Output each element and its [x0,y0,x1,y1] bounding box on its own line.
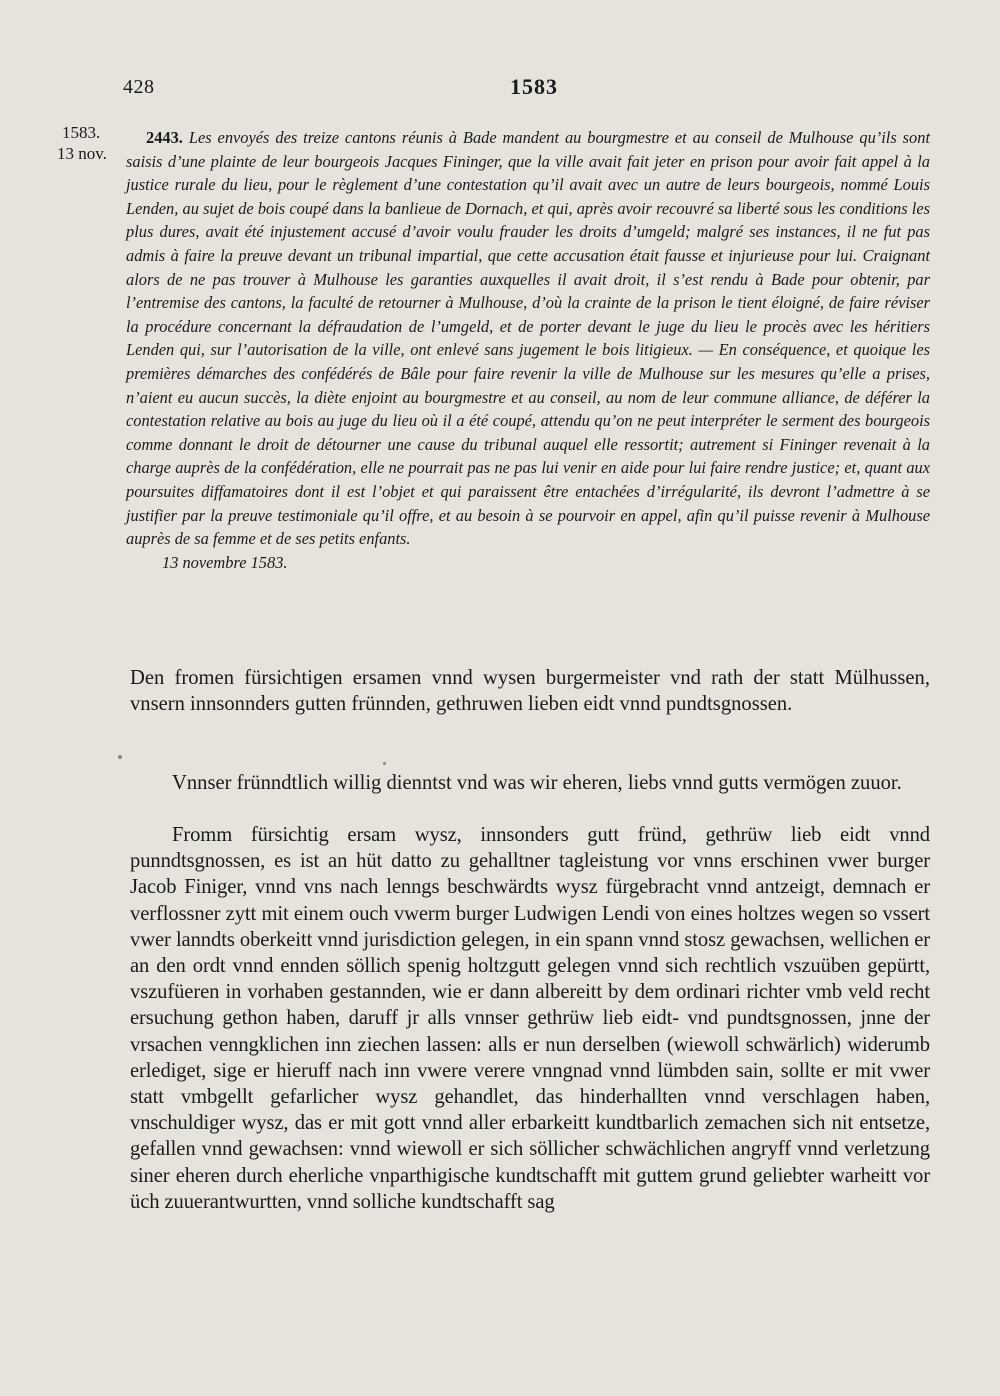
margin-date-year: 1583. [62,123,101,142]
letter-address: Den fromen fürsichtigen ersamen vnnd wysen burgermeister vnd rath der statt Mülhussen, vnsern innsonnders gutten frünnden, gethruwen lieben eidt vnnd pundtsgnossen. [130,667,930,715]
entry-number: 2443. [146,128,183,147]
letter-body: Fromm fürsichtig ersam wysz, innsonders gutt fründ, gethrüw lieb eidt vnnd punndtsgnossen, es ist an hüt datto zu gehalltner tagleistung vor vnns erschinen vwer burger Jacob Finiger, vnnd vns nach lenngs beschwärdts wysz fürgebracht vnnd antzeigt, demnach er verflossner zytt mit einem ouch vwerm burger Ludwigen Lendi von eines holtzes wegen so vssert vwer lanndts oberkeitt vnnd jurisdiction gelegen, in ein spann vnnd stosz gewachsen, wellichen er an den ordt vnnd ennden söllich spenig holtzgutt gelegen vnnd sich rechtlich vszuüben gepürtt, vszufüeren in vorhaben gestannden, wie er dann albereitt by dem ordinari richter vmb veld recht ersuchung gethon haben, daruff jr alls vnnser gethrüw lieb eidt- vnd pundtsgnossen, jnne der vrsachen venngklichen inn ziechen lassen: alls er nun derselben (wiewoll schwärlich) widerumb erlediget, sige er hieruff nach inn vwere verere vnngnad vnnd lümbden sain, sollte er mit vwer statt vmbgellt gefarlicher wysz gehandlet, das hinderhallten vnnd verschlagen haben, vnschuldiger wysz, das er mit gott vnnd aller erbarkeitt kundtbarlich zemachen sich nit entsetze, gefallen vnnd gewachsen: vnnd wiewoll er sich söllicher schwächlichen angryff vnnd verletzung siner eheren durch eherliche vnparthigische kundtschafft mit guttem grund geliebter warheitt vor üch zuuerantwurtten, vnnd solliche kundtschafft sag [130,824,930,1213]
summary-date: 13 novembre 1583. [162,552,288,572]
paper-speck [118,755,122,759]
paper-speck [383,762,386,765]
letter-greeting: Vnnser frünndtlich willig dienntst vnd was wir eheren, liebs vnnd gutts vermögen zuuor. [172,772,902,794]
french-summary [126,126,930,574]
margin-date-day: 13 nov. [57,144,107,163]
summary-text: Les envoyés des treize cantons réunis à Bade mandent au bourgmestre et au conseil de Mulhouse qu’ils sont saisis d’une plainte de leur bourgeois Jacques Fininger, que la ville avait fait jeter en prison pour avoir fait appel à la justice rurale du lieu, pour le règlement d’une contestation qu’il avait avec un autre de leurs bourgeois, nommé Louis Lenden, au sujet de bois coupé dans la banlieue de Dornach, et qui, après avoir recouvré sa liberté sous les conditions les plus dures, avait été injustement accusé d’avoir voulu frauder les droits d’umgeld; malgré ses instances, il ne fut pas admis à faire la preuve devant un tribunal impartial, que cette accusation était fausse et injurieuse pour lui. Craignant alors de ne pas trouver à Mulhouse les garanties auxquelles il avait droit, il s’est rendu à Bade pour obtenir, par l’entremise des cantons, la faculté de retourner à Mulhouse, d’où la crainte de la prison le tient éloigné, de faire réviser la procédure concernant la défraudation de l’umgeld, et de porter devant le juge du lieu le procès avec les héritiers Lenden qui, sur l’autorisation de la ville, ont enlevé sans jugement le bois litigieux. — En conséquence, et quoique les premières démarches des confédérés de Bâle pour faire revenir la ville de Mulhouse sur les mesures qu’elle a prises, n’aient eu aucun succès, la diète enjoint au bourgmestre et au conseil, au nom de leur commune alliance, de déférer la contestation relative au bois au juge du lieu où il a été coupé, attendu qu’on ne peut interpréter le serment des bourgeois comme donnant le droit de détourner une cause du tribunal auquel elle ressortit; autrement si Fininger revenait à la charge auprès de la confédération, elle ne pourrait pas ne pas lui venir en aide pour lui faire rendre justice; et, quant aux poursuites diffamatoires dont il est l’objet et qui paraissent être entachées d’irrégularité, ils devront l’admettre à se justifier par la preuve testimoniale qu’il offre, et au besoin à se pourvoir en appel, afin qu’il puisse revenir à Mulhouse auprès de sa femme et de ses petits enfants. [126,128,930,549]
page-number: 428 [123,76,155,98]
running-head-year: 1583 [510,74,558,99]
